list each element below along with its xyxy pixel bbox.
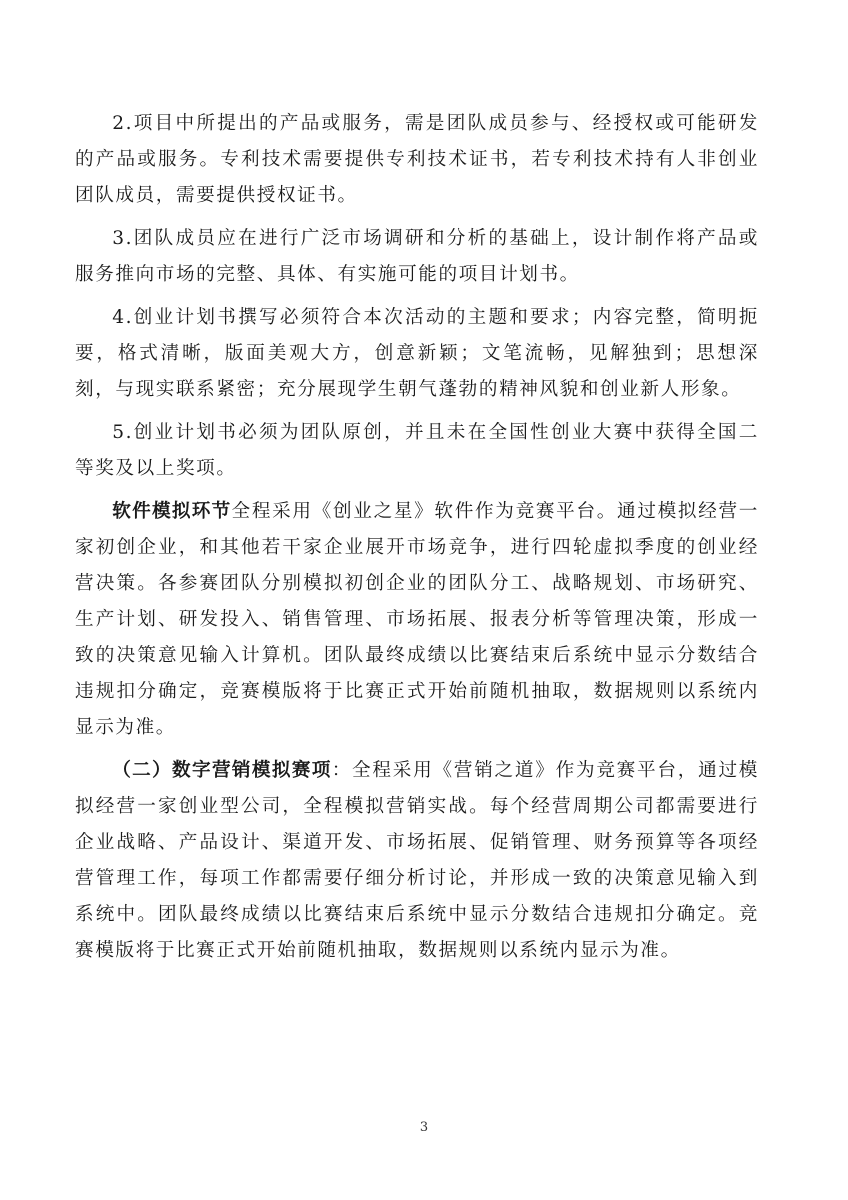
paragraph-item-2 bbox=[75, 106, 759, 214]
paragraph-software-simulation bbox=[75, 494, 759, 746]
paragraph-text: 2.项目中所提出的产品或服务，需是团队成员参与、经授权或可能研发的产品或服务。专利技术需要提供专利技术证书，若专利技术持有人非创业团队成员，需要提供授权证书。 bbox=[75, 113, 759, 206]
paragraph-item-5 bbox=[75, 415, 759, 487]
paragraph-item-3 bbox=[75, 221, 759, 293]
paragraph-digital-marketing bbox=[75, 753, 759, 969]
page-number: 3 bbox=[419, 1120, 429, 1135]
paragraph-text: 全程采用《创业之星》软件作为竞赛平台。通过模拟经营一家初创企业，和其他若干家企业展开市场竞争，进行四轮虚拟季度的创业经营决策。各参赛团队分别模拟初创企业的团队分工、战略规划、市场研究、生产计划、研发投入、销售管理、市场拓展、报表分析等管理决策，形成一致的决策意见输入计算机。团队最终成绩以比赛结束后系统中显示分数结合违规扣分确定，竞赛模版将于比赛正式开始前随机抽取，数据规则以系统内显示为准。 bbox=[75, 501, 759, 738]
paragraph-text: ：全程采用《营销之道》作为竞赛平台，通过模拟经营一家创业型公司，全程模拟营销实战。每个经营周期公司都需要进行企业战略、产品设计、渠道开发、市场拓展、促销管理、财务预算等各项经营管理工作，每项工作都需要仔细分析讨论，并形成一致的决策意见输入到系统中。团队最终成绩以比赛结束后系统中显示分数结合违规扣分确定。竞赛模版将于比赛正式开始前随机抽取，数据规则以系统内显示为准。 bbox=[75, 760, 759, 961]
paragraph-heading: 软件模拟环节 bbox=[112, 501, 232, 522]
paragraph-text: 3.团队成员应在进行广泛市场调研和分析的基础上，设计制作将产品或服务推向市场的完整、具体、有实施可能的项目计划书。 bbox=[75, 228, 759, 285]
paragraph-text: 4.创业计划书撰写必须符合本次活动的主题和要求；内容完整，简明扼要，格式清晰，版面美观大方，创意新颖；文笔流畅，见解独到；思想深刻，与现实联系紧密；充分展现学生朝气蓬勃的精神风貌和创业新人形象。 bbox=[75, 307, 759, 400]
paragraph-heading: （二）数字营销模拟赛项 bbox=[112, 760, 332, 781]
paragraph-item-4 bbox=[75, 300, 759, 408]
document-body bbox=[75, 106, 759, 969]
paragraph-text: 5.创业计划书必须为团队原创，并且未在全国性创业大赛中获得全国二等奖及以上奖项。 bbox=[75, 422, 759, 479]
